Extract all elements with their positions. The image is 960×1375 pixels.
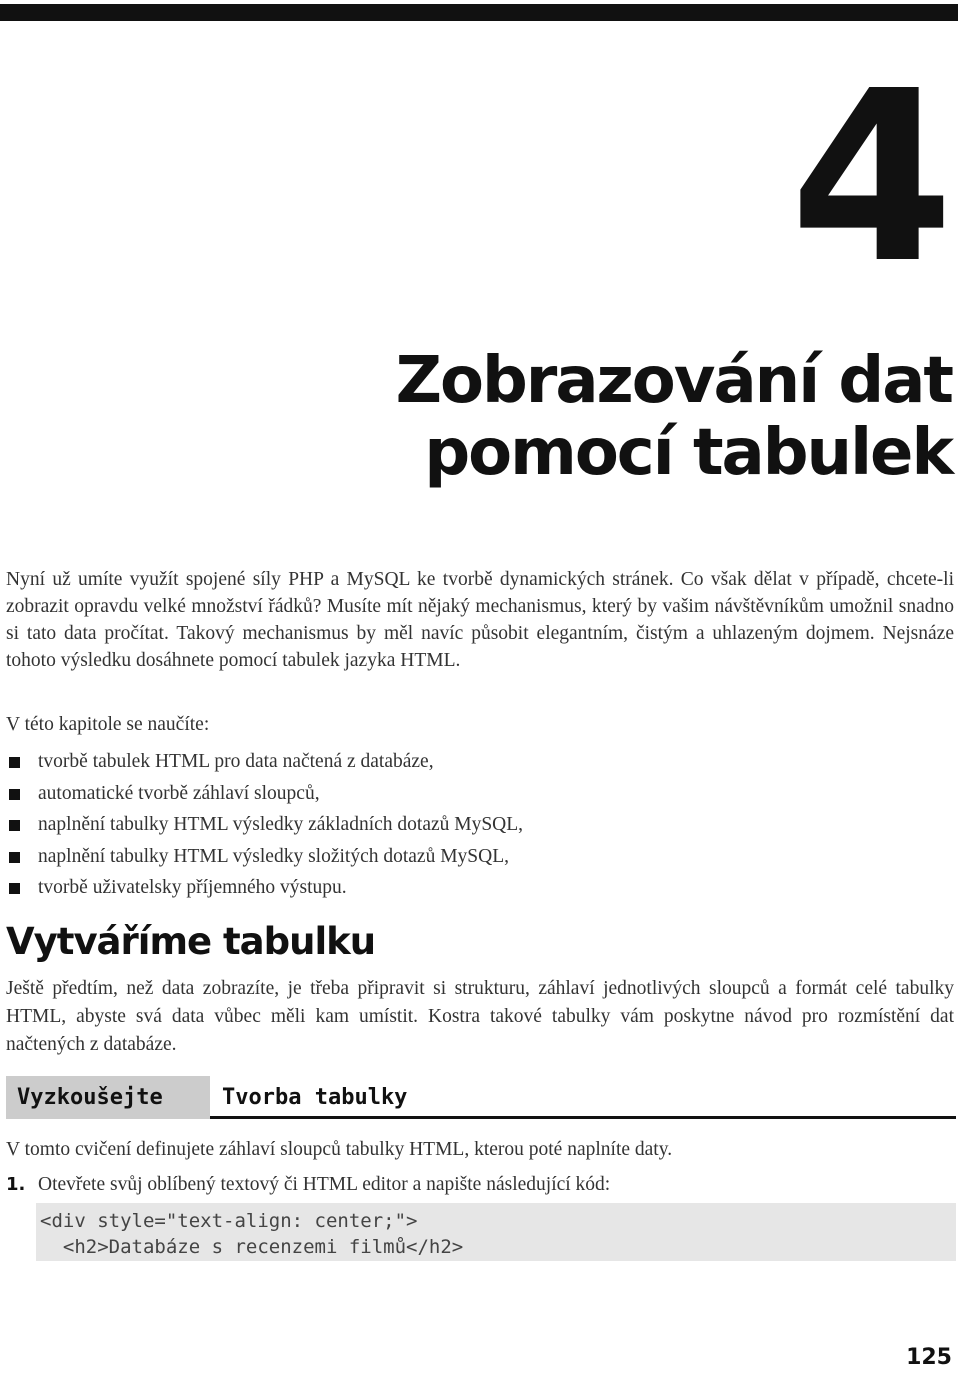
- list-item: [6, 841, 523, 873]
- step-text: Otevřete svůj oblíbený textový či HTML editor a napište následující kód:: [38, 1174, 611, 1195]
- list-item-text: naplnění tabulky HTML výsledky základních dotazů MySQL,: [38, 814, 524, 836]
- try-it-bar: [6, 1076, 956, 1119]
- objectives-list: [6, 746, 523, 904]
- list-item-text: tvorbě tabulek HTML pro data načtená z databáze,: [38, 751, 434, 772]
- section-heading: Vytváříme tabulku: [6, 920, 376, 963]
- list-item: [6, 809, 523, 841]
- chapter-title-line-1: Zobrazování dat: [395, 344, 952, 418]
- try-it-underline: [210, 1116, 956, 1119]
- bullet-square-icon: [9, 757, 20, 768]
- bullet-square-icon: [9, 852, 20, 863]
- list-item: [6, 872, 523, 904]
- list-item-text: tvorbě uživatelsky příjemného výstupu.: [38, 877, 347, 899]
- code-line: <h2>Databáze s recenzemi filmů</h2>: [40, 1236, 464, 1258]
- chapter-title-line-2: pomocí tabulek: [424, 416, 952, 490]
- list-item-text: automatické tvorbě záhlaví sloupců,: [38, 782, 320, 804]
- step-number: 1.: [6, 1174, 26, 1195]
- code-block: [36, 1203, 956, 1261]
- section-body: Ještě předtím, než data zobrazíte, je třeba připravit si strukturu, záhlaví jednotlivých sloupců a formát celé tabulky HTML, abyste svá data vůbec měli kam umístit. Kostra takové tabulky vám poskytne návod pro rozmístění dat načtených z databáze.: [6, 978, 954, 1055]
- bullet-square-icon: [9, 789, 20, 800]
- intro-paragraph: Nyní už umíte využít spojené síly PHP a MySQL ke tvorbě dynamických stránek. Co však dělat v případě, chcete-li zobrazit opravdu velké množství řádků? Musíte mít nějaký mechanismus, který by vašim návštěvníkům umožnil snadno si tato data pročítat. Takový mechanismus by měl navíc působit elegantním, čistým a uhlazeným dojmem. Nejsnáze tohoto výsledku dosáhnete pomocí tabulek jazyka HTML.: [6, 569, 954, 671]
- chapter-number: 4: [789, 40, 946, 315]
- try-it-label: Vyzkoušejte: [6, 1076, 210, 1119]
- try-it-title: Tvorba tabulky: [222, 1085, 408, 1110]
- bullet-square-icon: [9, 820, 20, 831]
- objectives-title: V této kapitole se naučíte:: [6, 714, 210, 735]
- step-1: [6, 1171, 610, 1199]
- list-item-text: naplnění tabulky HTML výsledky složitých dotazů MySQL,: [38, 845, 509, 867]
- page-number: 125: [906, 1345, 952, 1370]
- code-line: <div style="text-align: center;">: [40, 1210, 418, 1232]
- exercise-intro: V tomto cvičení definujete záhlaví sloupců tabulky HTML, kterou poté naplníte daty.: [6, 1139, 673, 1160]
- list-item: [6, 746, 523, 778]
- bullet-square-icon: [9, 883, 20, 894]
- list-item: [6, 778, 523, 810]
- chapter-title: [396, 345, 952, 489]
- top-rule: [0, 4, 958, 21]
